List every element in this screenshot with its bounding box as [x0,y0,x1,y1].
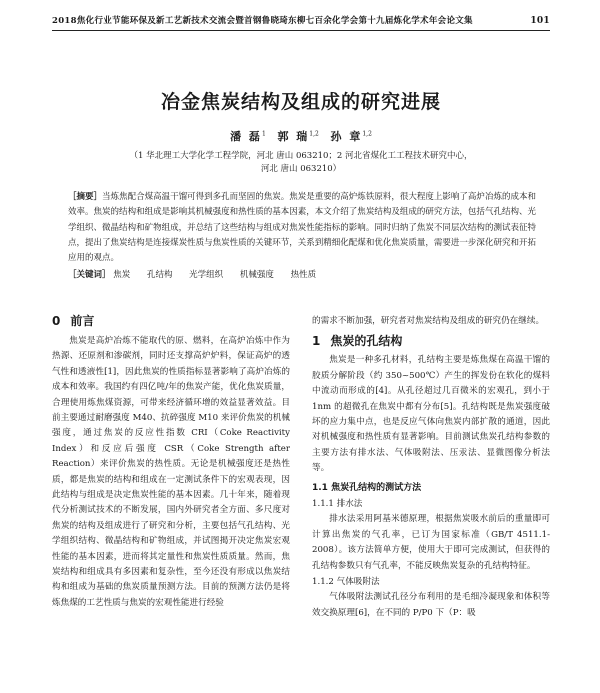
paragraph: 焦炭是一种多孔材料，孔结构主要是炼焦煤在高温干馏的胶质分解阶段（约 350~500℃）产生的挥发份在软化的煤料中流动而形成的[4]。从孔径超过几百微米的宏观孔，到小于 1nm 的超微孔在焦炭中都有分布[5]。孔结构既是焦炭强度破坏的应力集中点，也是反应气体向焦炭内部扩散的通道，因此对机械强度和热性质有显著影响。目前测试焦炭孔结构参数的主要方法有排水法、气体吸附法、压汞法、显微图像分析法等。 [312,355,550,474]
keyword: 热性质 [290,270,317,281]
affiliation-line: 河北 唐山 063210） [260,164,342,174]
subsection-heading: 1.1 焦炭孔结构的测试方法 [312,482,422,493]
author-affil-mark: 1,2 [309,130,319,138]
right-column [312,314,550,621]
keyword: 光学组织 [189,270,224,281]
abstract [68,190,536,266]
author-affil-mark: 1,2 [362,130,372,138]
section-number: 1 [312,333,321,348]
paragraph: 气体吸附法测试孔径分布利用的是毛细冷凝现象和体积等效交换原理[6]，在不同的 P/P0 下（P：吸 [312,592,550,618]
section-heading-intro [52,314,290,329]
keywords-label: ［关键词］ [68,270,111,281]
abstract-text: 当炼焦配合煤高温干馏可得到多孔而坚固的焦炭。焦炭是重要的高炉炼铁原料，很大程度上影响了高炉冶炼的成本和效率。焦炭的结构和组成是影响其机械强度和热性质的基本因素，本文介绍了焦炭结构及组成的研究方法，包括气孔结构、光学组织、微晶结构和矿物组成，并总结了这些结构与组成对焦炭性能指标的影响。同时归纳了焦炭不同层次结构的测试表征特点，提出了焦炭结构是连接煤炭性质与焦炭性质的关键环节，关系到精细化配煤和优化焦炭质量，需要进一步深化研究和开拓应用的观点。 [68,192,536,264]
author-name: 郭 瑞 [277,130,310,143]
abstract-label: ［摘要］ [68,192,103,202]
section-number: 0 [52,314,61,329]
keywords [68,268,536,280]
author-name: 孙 章 [330,130,363,143]
subsubsection-heading: 1.1.1 排水法 [312,498,363,509]
paragraph: 焦炭是高炉冶炼不能取代的原、燃料，在高炉冶炼中作为热源、还原剂和渗碳剂，同时还支撑高炉炉料，保证高炉的透气性和透液性[1]，因此焦炭的性质指标显著影响了高炉冶炼的成本和效率。我国约有四亿吨/年的焦炭产能，优化焦炭质量，合理使用炼焦煤资源，可带来经济循环增的效益显著效益。目前主要通过耐磨强度 M40、抗碎强度 M10 来评价焦炭的机械强度，通过焦炭的反应性指数 CRI（Coke Reactivity Index）和反应后强度 CSR（Coke Strength after Reaction）来评价焦炭的热性质。无论是机械强度还是热性质，都是焦炭的结构和组成在一定测试条件下的宏观表现，因此结构与组成是决定焦炭性能的基本因素。几十年来，随着现代分析测试技术的不断发展，国内外研究者全方面、多尺度对焦炭的结构及组成进行了研究和分析，主要包括气孔结构、光学组织结构、微晶结构和矿物组成，并试图揭开决定焦炭宏观性能的基本因素，进而将其定量性和焦炭性质质量。然而，焦炭结构和组成具有多因素和复杂性，至今还没有形成以焦炭结构和组成为基础的焦炭质量预测方法。目前的预测方法仍是将炼焦煤的工艺性质与焦炭的宏观性能进行经验 [52,335,290,608]
running-header [52,14,550,31]
affiliation-line: （1 华北理工大学化学工程学院，河北 唐山 063210；2 河北省煤化工工程技术研究中心， [129,151,473,161]
author-affil-mark: 1 [261,130,266,138]
author-list [52,128,550,144]
body-columns [52,314,550,621]
paper-title: 冶金焦炭结构及组成的研究进展 [160,91,441,113]
affiliations [62,150,540,176]
author-name: 潘 磊 [230,130,262,143]
paragraph-continued: 的需求不断加强，研究者对焦炭结构及组成的研究仍在继续。 [312,316,545,327]
section-title: 前言 [70,314,95,329]
keyword: 孔结构 [146,270,173,281]
section-heading-pore [312,334,550,349]
keyword: 机械强度 [239,270,274,281]
section-title: 焦炭的孔结构 [330,333,403,348]
keyword: 焦炭 [113,270,131,281]
left-column [52,314,290,621]
subsubsection-heading: 1.1.2 气体吸附法 [312,576,380,587]
paragraph: 排水法采用阿基米德原理，根据焦炭吸水前后的重量即可计算出焦炭的气孔率，已订为国家标准（GB/T 4511.1-2008）。该方法简单方便，使用大于即可完成测试，但获得的孔结构参数只有气孔率，不能反映焦炭复杂的孔结构特征。 [312,514,550,571]
conference-title: 2018焦化行业节能环保及新工艺新技术交流会暨首钢鲁晓琦东柳七百余化学会第十九届炼化学术年会论文集 [52,16,473,26]
page-number: 101 [530,16,550,26]
